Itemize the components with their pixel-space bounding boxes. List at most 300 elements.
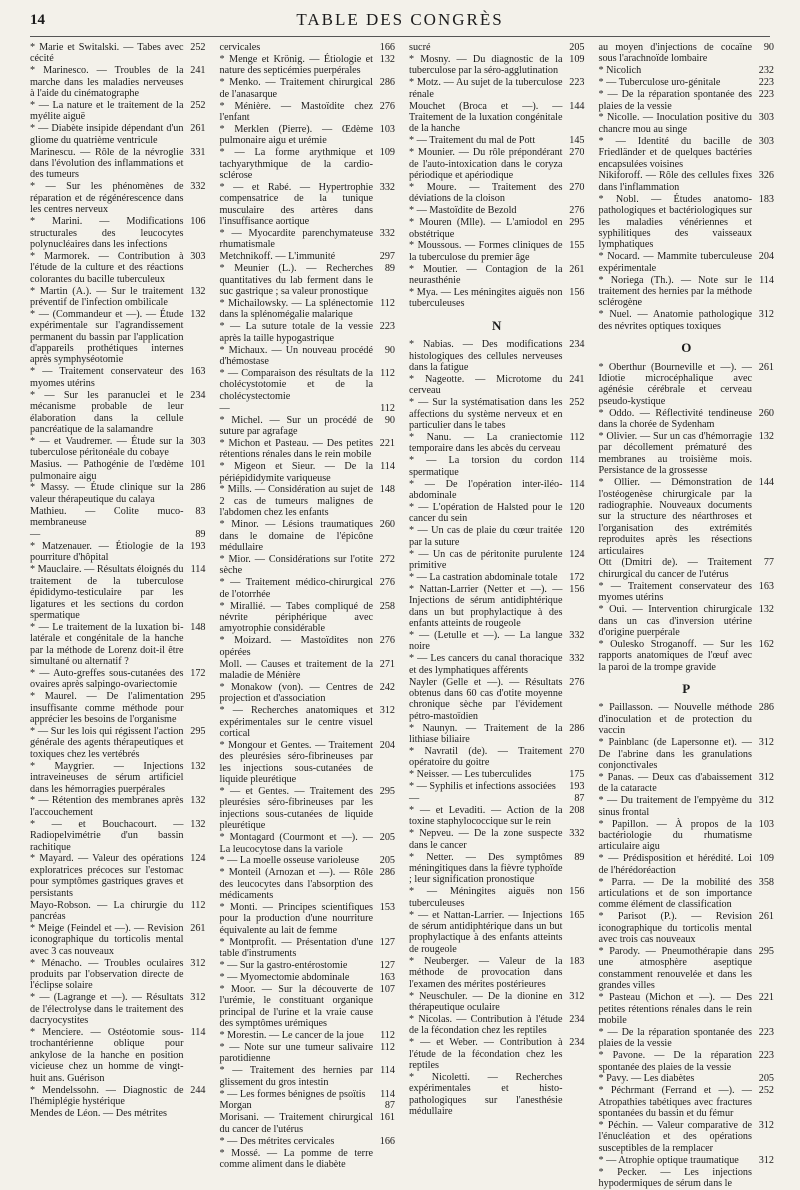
entry-text: * Neuschuler. — De la dionine en thérapeutique oculaire <box>409 990 563 1013</box>
index-entry <box>599 309 775 332</box>
entry-page: 112 <box>380 1030 395 1042</box>
entry-page: 114 <box>569 455 585 467</box>
entry-page: 156 <box>569 886 585 898</box>
index-entry <box>599 89 775 112</box>
entry-page: 241 <box>190 65 206 77</box>
entry-page: 162 <box>758 638 774 650</box>
entry-page: 132 <box>190 795 206 807</box>
index-entry <box>220 867 396 901</box>
index-entry <box>409 723 585 746</box>
index-entry <box>409 205 585 216</box>
entry-page: 272 <box>379 553 395 565</box>
entry-text: Metchnikoff. — L'immunité <box>219 251 336 263</box>
entry-text: * — Traitement conservateur des myomes utérins <box>30 366 184 389</box>
entry-text: Morisani. — Traitement chirurgical du cancer de l'utérus <box>219 1112 373 1135</box>
entry-page: 261 <box>569 263 585 275</box>
index-entry <box>599 170 775 193</box>
entry-text: * Nepveu. — De la zone suspecte dans le cancer <box>409 828 563 851</box>
entry-text: * Oddo. — Réflectivité tendineuse dans la chorée de Sydenham <box>598 407 752 431</box>
entry-text: * — Du traitement de l'empyème du sinus frontal <box>598 795 752 818</box>
entry-text: * Moussous. — Formes cliniques de la tuberculose du premier âge <box>409 240 563 263</box>
entry-text: * — Sur les lois qui régissent l'action générale des agents thérapeutiques et toxiques chez les vertébrés <box>30 725 184 760</box>
entry-text: * Pavone. — De la réparation spontanée des plaies de la vessie <box>598 1050 752 1073</box>
entry-page: 112 <box>380 402 395 414</box>
index-entry <box>599 1073 775 1084</box>
index-entry <box>409 781 585 792</box>
entry-text: * — Un cas de péritonite purulente primitive <box>409 548 563 571</box>
entry-text: * Martin (A.). — Sur le traitement préventif de l'infection ombilicale <box>30 285 184 308</box>
index-entry <box>599 877 775 911</box>
index-entry <box>220 298 396 321</box>
index-entry <box>409 1037 585 1071</box>
entry-text: * — Sur la systématisation dans les affections du système nerveux et en particulier dans le tabes <box>409 397 563 432</box>
index-entry <box>220 902 396 936</box>
index-entry <box>599 911 775 945</box>
entry-text: * — De l'opération inter-iléo-abdominale <box>409 478 563 502</box>
entry-page: 303 <box>758 112 774 124</box>
entry-page: 112 <box>569 432 585 443</box>
entry-page: 204 <box>758 251 774 263</box>
entry-text: * Marinesco. — Troubles de la marche dans les maladies nerveuses à l'aide du cinématographe <box>30 65 184 100</box>
index-entry <box>30 726 206 760</box>
index-entry <box>30 691 206 725</box>
entry-page: 148 <box>190 621 206 633</box>
entry-page: 208 <box>569 805 585 816</box>
entry-page: 156 <box>569 583 585 595</box>
entry-page: 244 <box>190 1084 206 1096</box>
entry-page: 77 <box>763 557 774 569</box>
entry-page: 223 <box>379 321 395 333</box>
entry-page: 261 <box>190 922 206 934</box>
entry-text: * Oulesko Stroganoff. — Sur les rapports anatomiques de l'œuf avec la paroi de la trompe gravide <box>598 638 752 673</box>
index-entry <box>409 264 585 287</box>
entry-page: 234 <box>569 339 585 351</box>
entry-text: * — Recherches anatomiques et expérimentales sur le centre visuel cortical <box>219 705 373 739</box>
index-entry <box>220 740 396 786</box>
section-letter: O <box>681 340 692 356</box>
index-entry <box>30 900 206 923</box>
entry-text: * Mossé. — La pomme de terre comme aliment dans le diabète <box>219 1147 373 1170</box>
entry-page: 223 <box>569 77 585 89</box>
entry-text: cervicales <box>219 42 261 53</box>
entry-text: * — L'opération de Halsted pour le cancer du sein <box>409 501 563 525</box>
entry-page: 103 <box>379 123 395 135</box>
entry-text: * Nageotte. — Microtome du cerveau <box>409 373 563 397</box>
index-entry <box>409 584 585 630</box>
index-entry <box>220 855 396 866</box>
index-entry <box>409 886 585 909</box>
entry-page: 276 <box>569 676 585 688</box>
entry-page: 148 <box>379 484 395 496</box>
entry-text: * Moure. — Traitement des déviations de la cloison <box>409 181 563 205</box>
index-entry <box>30 436 206 459</box>
entry-page: 166 <box>379 1135 395 1147</box>
entry-text: * Nicoletti. — Recherches expérimentales et histo-pathologiques sur l'anesthésie médullaire <box>409 1071 563 1118</box>
entry-page: 232 <box>758 65 774 77</box>
entry-page: 172 <box>569 571 585 583</box>
index-entry <box>409 54 585 77</box>
index-entry <box>30 309 206 366</box>
index-entry <box>409 182 585 205</box>
entry-text: * Mendelssohn. — Diagnostic de l'hémiplégie hystérique <box>30 1084 184 1107</box>
index-entry <box>220 321 396 344</box>
index-entry <box>409 455 585 478</box>
entry-page: 234 <box>569 1013 585 1025</box>
index-entry <box>30 668 206 691</box>
entry-text: * Matzenauer. — Étiologie de la pourriture d'hôpital <box>30 540 184 564</box>
entry-text: * Michaux. — Un nouveau procédé d'hémostase <box>219 344 373 367</box>
entry-text: * Naunyn. — Traitement de la lithiase biliaire <box>409 722 563 746</box>
index-entry <box>409 769 585 780</box>
entry-page: 205 <box>379 855 395 867</box>
entry-page: 89 <box>384 263 395 275</box>
index-entry <box>220 659 396 682</box>
entry-text: — <box>409 793 420 805</box>
entry-page: 326 <box>758 170 774 182</box>
entry-page: 124 <box>190 853 206 865</box>
entry-text: * Michailowsky. — La splénectomie dans la splénomégalie malarique <box>219 297 373 321</box>
entry-page: 114 <box>380 1088 395 1100</box>
index-entry <box>599 1120 775 1154</box>
entry-page: 132 <box>190 285 206 297</box>
index-entry <box>220 635 396 658</box>
entry-page: 286 <box>379 867 395 879</box>
entry-text: Mathieu. — Colite muco-membraneuse <box>30 505 184 529</box>
entry-text: * Menge et Krönig. — Étiologie et nature des septicémies puerpérales <box>219 53 373 77</box>
entry-page: 127 <box>379 936 395 948</box>
entry-text: * Mauclaire. — Résultats éloignés du traitement de la tuberculose épididymo-testiculaire par les ligatures et les sections du cordon spermatique <box>30 564 184 621</box>
entry-text: Mouchet (Broca et —). — Traitement de la luxation congénitale de la hanche <box>409 100 563 135</box>
entry-text: * Mya. — Les méningites aiguës non tuberculeuses <box>409 287 563 310</box>
entry-page: 87 <box>384 1100 395 1112</box>
index-entry <box>599 77 775 88</box>
entry-page: 276 <box>379 577 395 589</box>
entry-text: Morgan <box>219 1100 252 1112</box>
entry-page: 89 <box>195 529 206 541</box>
entry-page: 286 <box>190 482 206 494</box>
entry-text: * Mills. — Considération au sujet de 2 cas de tumeurs malignes de l'abdomen chez les enfants <box>219 484 373 519</box>
index-entry <box>220 1136 396 1147</box>
entry-text: * — Sur les paranuclei et le mécanisme probable de leur élaboration dans la cellule pancréatique de la salamandre <box>30 389 184 435</box>
entry-text: * Netter. — Des symptômes méningitiques dans la fièvre typhoïde ; leur signification pronostique <box>409 851 563 886</box>
entry-text: * — et Vaudremer. — Étude sur la tuberculose péritonéale du cobaye <box>30 435 184 459</box>
entry-text: * Navratil (de). — Traitement opératoire du goitre <box>409 745 563 769</box>
entry-page: 270 <box>569 147 585 159</box>
entry-text: * — Sur la gastro-entérostomie <box>219 960 348 972</box>
index-entry <box>599 1167 775 1190</box>
entry-text: * Pecker. — Les injections hypodermiques de sérum dans le <box>598 1166 752 1190</box>
index-entry <box>30 251 206 285</box>
index-entry <box>409 991 585 1014</box>
entry-text: * — La castration abdominale totale <box>409 571 558 583</box>
index-entry <box>220 682 396 705</box>
index-entry <box>220 228 396 251</box>
index-entry <box>30 1108 206 1119</box>
index-entry <box>30 65 206 99</box>
entry-page: 107 <box>379 983 395 995</box>
index-entry <box>599 1027 775 1050</box>
entry-page: 83 <box>195 505 206 517</box>
entry-text: * Meige (Feindel et —). — Revision iconographique du torticolis mental avec 3 cas nouveaux <box>30 922 184 957</box>
entry-text: sucré <box>409 42 431 53</box>
entry-text: * — et Rabé. — Hypertrophie compensatrice de la tunique musculaire des artères dans l'insuffisance aortique <box>219 181 373 228</box>
entry-page: 241 <box>569 373 585 385</box>
index-entry <box>599 557 775 580</box>
index-entry <box>30 1085 206 1108</box>
index-entry <box>30 529 206 540</box>
entry-text: * Marie et Switalski. — Tabes avec cécité <box>30 42 184 65</box>
index-entry <box>30 761 206 795</box>
entry-text: * Mongour et Gentes. — Traitement des pleurésies séro-fibrineuses par les injections sous-cutanées de liquide pleurétique <box>219 739 373 786</box>
entry-page: 312 <box>379 705 395 717</box>
index-entry <box>30 958 206 992</box>
entry-text: * Migeon et Sieur. — De la périépididymite variqueuse <box>219 461 373 484</box>
entry-page: 114 <box>190 564 206 576</box>
entry-page: 332 <box>569 629 585 641</box>
entry-page: 261 <box>190 123 206 135</box>
index-entry <box>220 1112 396 1135</box>
entry-page: 332 <box>569 828 585 840</box>
entry-page: 234 <box>190 389 206 401</box>
entry-page: 252 <box>758 1085 774 1097</box>
index-entry <box>30 216 206 250</box>
entry-text: * Mouren (Mlle). — L'amiodol en obstétrique <box>409 217 563 240</box>
header-rule <box>30 36 770 37</box>
entry-page: 127 <box>379 960 395 972</box>
entry-text: * — Traitement médico-chirurgical de l'otorrhée <box>219 577 373 600</box>
index-entry <box>409 956 585 990</box>
entry-text: * — Rétention des membranes après l'accouchement <box>30 795 184 818</box>
entry-page: 163 <box>758 580 774 592</box>
index-columns <box>30 42 774 1190</box>
entry-page: 261 <box>758 361 774 373</box>
entry-page: 166 <box>379 42 395 53</box>
entry-text: * — Méningites aiguës non tuberculeuses <box>409 886 563 909</box>
entry-text: * — La nature et le traitement de la myélite aiguë <box>30 100 184 123</box>
entry-page: 204 <box>379 739 395 751</box>
index-entry <box>409 240 585 263</box>
entry-text: * Parisot (P.). — Revision iconographique du torticolis mental avec trois cas nouveaux <box>598 911 752 946</box>
entry-text: Masius. — Pathogénie de l'œdème pulmonaire aigu <box>30 459 184 482</box>
index-entry <box>220 147 396 181</box>
index-entry <box>220 984 396 1030</box>
entry-text: * — Tuberculose uro-génitale <box>598 77 721 89</box>
entry-text: * Merklen (Pierre). — Œdème pulmonaire aigu et urémie <box>219 123 373 147</box>
entry-text: * Nuel. — Anatomie pathologique des névrites optiques toxiques <box>598 309 752 332</box>
index-entry <box>409 525 585 548</box>
index-entry <box>220 1030 396 1041</box>
entry-page: 145 <box>569 135 585 147</box>
entry-page: 261 <box>758 911 774 923</box>
index-entry <box>30 100 206 123</box>
entry-text: * — Note sur une tumeur salivaire parotidienne <box>219 1041 373 1065</box>
entry-page: 163 <box>190 366 206 378</box>
index-entry <box>599 1050 775 1073</box>
index-entry <box>599 772 775 795</box>
index-entry <box>599 992 775 1026</box>
entry-text: * — Les cancers du canal thoracique et des lymphatiques afférents <box>409 653 563 676</box>
entry-page: 223 <box>758 1026 774 1038</box>
entry-text: Nikiforoff. — Rôle des cellules fixes dans l'inflammation <box>598 170 752 193</box>
entry-text: * Montagard (Courmont et —). — La leucocytose dans la variole <box>219 832 373 855</box>
entry-text: * Péchin. — Valeur comparative de l'énucléation et des opérations susceptibles de la remplacer <box>598 1120 752 1154</box>
entry-page: 90 <box>384 414 395 426</box>
entry-page: 303 <box>758 135 774 147</box>
index-entry <box>599 737 775 771</box>
entry-page: 112 <box>380 297 395 309</box>
entry-page: 260 <box>379 519 395 531</box>
entry-page: 132 <box>758 431 774 442</box>
entry-page: 109 <box>379 147 395 159</box>
entry-text: * Olivier. — Sur un cas d'hémorragie par décollement prématuré des membranes au troisième mois. Persistance de la grossesse <box>598 431 752 477</box>
entry-page: 112 <box>190 899 206 911</box>
entry-text: * Morestin. — Le cancer de la joue <box>219 1030 364 1042</box>
index-entry <box>599 112 775 135</box>
index-entry <box>599 431 775 477</box>
index-entry <box>220 972 396 983</box>
index-entry <box>30 992 206 1026</box>
entry-text: * — Un cas de plaie du cœur traitée par la suture <box>409 525 563 548</box>
entry-text: * — Syphilis et infections associées <box>409 781 556 793</box>
index-entry <box>220 403 396 414</box>
entry-text: * — Traitement du mal de Pott <box>409 135 536 147</box>
index-entry <box>599 136 775 170</box>
entry-text: * — La torsion du cordon spermatique <box>409 455 563 478</box>
entry-text: Moll. — Causes et traitement de la maladie de Ménière <box>219 658 373 681</box>
entry-text: * — Comparaison des résultats de la cholécystotomie et de la cholécystectomie <box>219 367 373 402</box>
index-entry <box>409 217 585 240</box>
entry-text: Ott (Dmitri de). — Traitement chirurgical du cancer de l'utérus <box>598 557 752 580</box>
index-entry <box>599 362 775 408</box>
entry-page: 205 <box>758 1073 774 1085</box>
entry-text: — <box>30 529 41 541</box>
index-entry <box>220 484 396 518</box>
index-entry <box>220 832 396 855</box>
index-entry <box>30 564 206 621</box>
entry-text: * Menciere. — Ostéotomie sous-trochantérienne oblique pour ankylose de la hanche en position vicieuse chez un homme de vingt-huit ans. Guérison <box>30 1027 184 1084</box>
column-3 <box>409 42 585 1190</box>
index-entry <box>220 1042 396 1065</box>
index-entry <box>220 263 396 297</box>
entry-page: 331 <box>190 146 206 158</box>
entry-page: 295 <box>190 725 206 737</box>
entry-text: Marinescu. — Rôle de la névroglie dans l'évolution des inflammations et des tumeurs <box>30 146 184 181</box>
entry-text: * Michel. — Sur un procédé de suture par agrafage <box>219 414 373 437</box>
entry-page: 286 <box>379 77 395 89</box>
entry-text: * Mounier. — Du rôle prépondérant de l'auto-intoxication dans le coryza périodique et apériodique <box>409 147 563 181</box>
index-entry <box>30 147 206 181</box>
entry-text: * Nanu. — La craniectomie temporaire dans les abcès du cerveau <box>409 432 563 455</box>
index-entry <box>30 123 206 146</box>
entry-page: 223 <box>758 77 774 89</box>
index-entry <box>220 601 396 635</box>
entry-text: * Oui. — Intervention chirurgicale dans un cas d'inversion utérine d'origine puerpérale <box>598 604 752 638</box>
index-entry <box>409 572 585 583</box>
entry-page: 252 <box>190 42 206 53</box>
entry-text: * Neisser. — Les tuberculides <box>409 769 532 781</box>
entry-text: * Menko. — Traitement chirurgical de l'anasarque <box>219 77 373 100</box>
entry-text: * — De la réparation spontanée des plaies de la vessie <box>598 1026 752 1050</box>
entry-page: 332 <box>379 181 395 193</box>
entry-text: Nayler (Gelle et —). — Résultats obtenus dans 60 cas d'otite moyenne chronique sèche par l'évidement pétro-mastoïdien <box>409 676 563 722</box>
index-entry <box>409 746 585 769</box>
entry-page: 161 <box>379 1112 395 1124</box>
entry-page: 124 <box>569 548 585 560</box>
entry-text: * Papillon. — À propos de la bactériologie du rhumatisme articulaire aigu <box>598 818 752 853</box>
index-entry <box>409 339 585 373</box>
index-entry <box>220 101 396 124</box>
index-entry <box>30 459 206 482</box>
entry-page: 270 <box>569 181 585 193</box>
entry-page: 221 <box>758 992 774 1004</box>
index-entry <box>409 77 585 100</box>
column-2 <box>220 42 396 1190</box>
entry-page: 183 <box>758 193 774 205</box>
index-entry <box>599 477 775 557</box>
entry-page: 303 <box>190 250 206 262</box>
index-entry <box>220 251 396 262</box>
entry-page: 312 <box>569 990 585 1002</box>
entry-page: 114 <box>190 1027 206 1039</box>
entry-text: Mayo-Robson. — La chirurgie du pancréas <box>30 899 184 922</box>
entry-text: * — Prédisposition et hérédité. Loi de l'hérédoréaction <box>598 853 752 876</box>
entry-page: 223 <box>758 1050 774 1062</box>
entry-text: * — Auto-greffes sous-cutanées des ovaires après salpingo-ovariectomie <box>30 667 184 691</box>
entry-page: 144 <box>758 477 774 489</box>
index-entry <box>220 1100 396 1111</box>
entry-text: * — et Levaditi. — Action de la toxine staphylococcique sur le rein <box>409 805 563 828</box>
entry-text: * Massy. — Étude clinique sur la valeur thérapeutique du calaya <box>30 482 184 505</box>
index-entry <box>409 374 585 397</box>
entry-page: 106 <box>190 216 206 228</box>
index-entry <box>599 42 775 65</box>
entry-text: * — (Commandeur et —). — Étude expérimentale sur l'agrandissement permanent du bassin par l'application d'appareils prothétiques internes après symphyséotomie <box>30 308 184 366</box>
entry-page: 175 <box>569 769 585 781</box>
index-entry <box>30 366 206 389</box>
index-entry <box>220 461 396 484</box>
index-entry <box>220 960 396 971</box>
entry-text: * — La forme arythmique et tachyarythmique de la cardio-sclérose <box>219 147 373 181</box>
entry-text: * Painblanc (de Lapersonne et). — De l'abrine dans les granulations conjonctivales <box>598 737 752 771</box>
index-entry <box>409 147 585 181</box>
index-entry <box>409 653 585 676</box>
entry-text: * — Les formes bénignes de psoïtis <box>219 1088 366 1100</box>
entry-page: 358 <box>758 876 774 888</box>
index-entry <box>409 432 585 455</box>
entry-text: * Maygrier. — Injections intraveineuses de sérum artificiel dans les hémorragies puerpérales <box>30 760 184 795</box>
entry-text: * — et Gentes. — Traitement des pleurésies séro-fibrineuses par les injections sous-cutanées de liquide pleurétique <box>219 786 373 832</box>
entry-text: * Nobl. — Études anatomo-pathologiques et bactériologiques sur les maladies vénériennes et syphilitiques des vaisseaux lymphatiques <box>598 193 752 251</box>
entry-page: 103 <box>758 818 774 830</box>
index-entry <box>220 554 396 577</box>
entry-text: * Neuberger. — Valeur de la méthode de provocation dans l'examen des mérites postérieures <box>409 955 563 990</box>
entry-page: 297 <box>379 251 395 263</box>
index-entry <box>409 1014 585 1037</box>
index-entry <box>30 622 206 668</box>
entry-text: * Moutier. — Contagion de la neurasthénie <box>409 263 563 287</box>
index-entry <box>409 805 585 828</box>
entry-text: * — Traitement des hernies par glissement du gros intestin <box>219 1065 373 1088</box>
entry-page: 332 <box>379 228 395 239</box>
index-entry <box>30 42 206 65</box>
index-entry <box>409 287 585 310</box>
index-entry <box>220 937 396 960</box>
index-entry <box>599 408 775 431</box>
index-entry <box>599 251 775 274</box>
entry-page: 112 <box>380 1041 395 1053</box>
entry-page: 221 <box>379 437 395 449</box>
entry-text: * Michon et Pasteau. — Des petites rétentions rénales dans le rein mobile <box>219 437 373 461</box>
